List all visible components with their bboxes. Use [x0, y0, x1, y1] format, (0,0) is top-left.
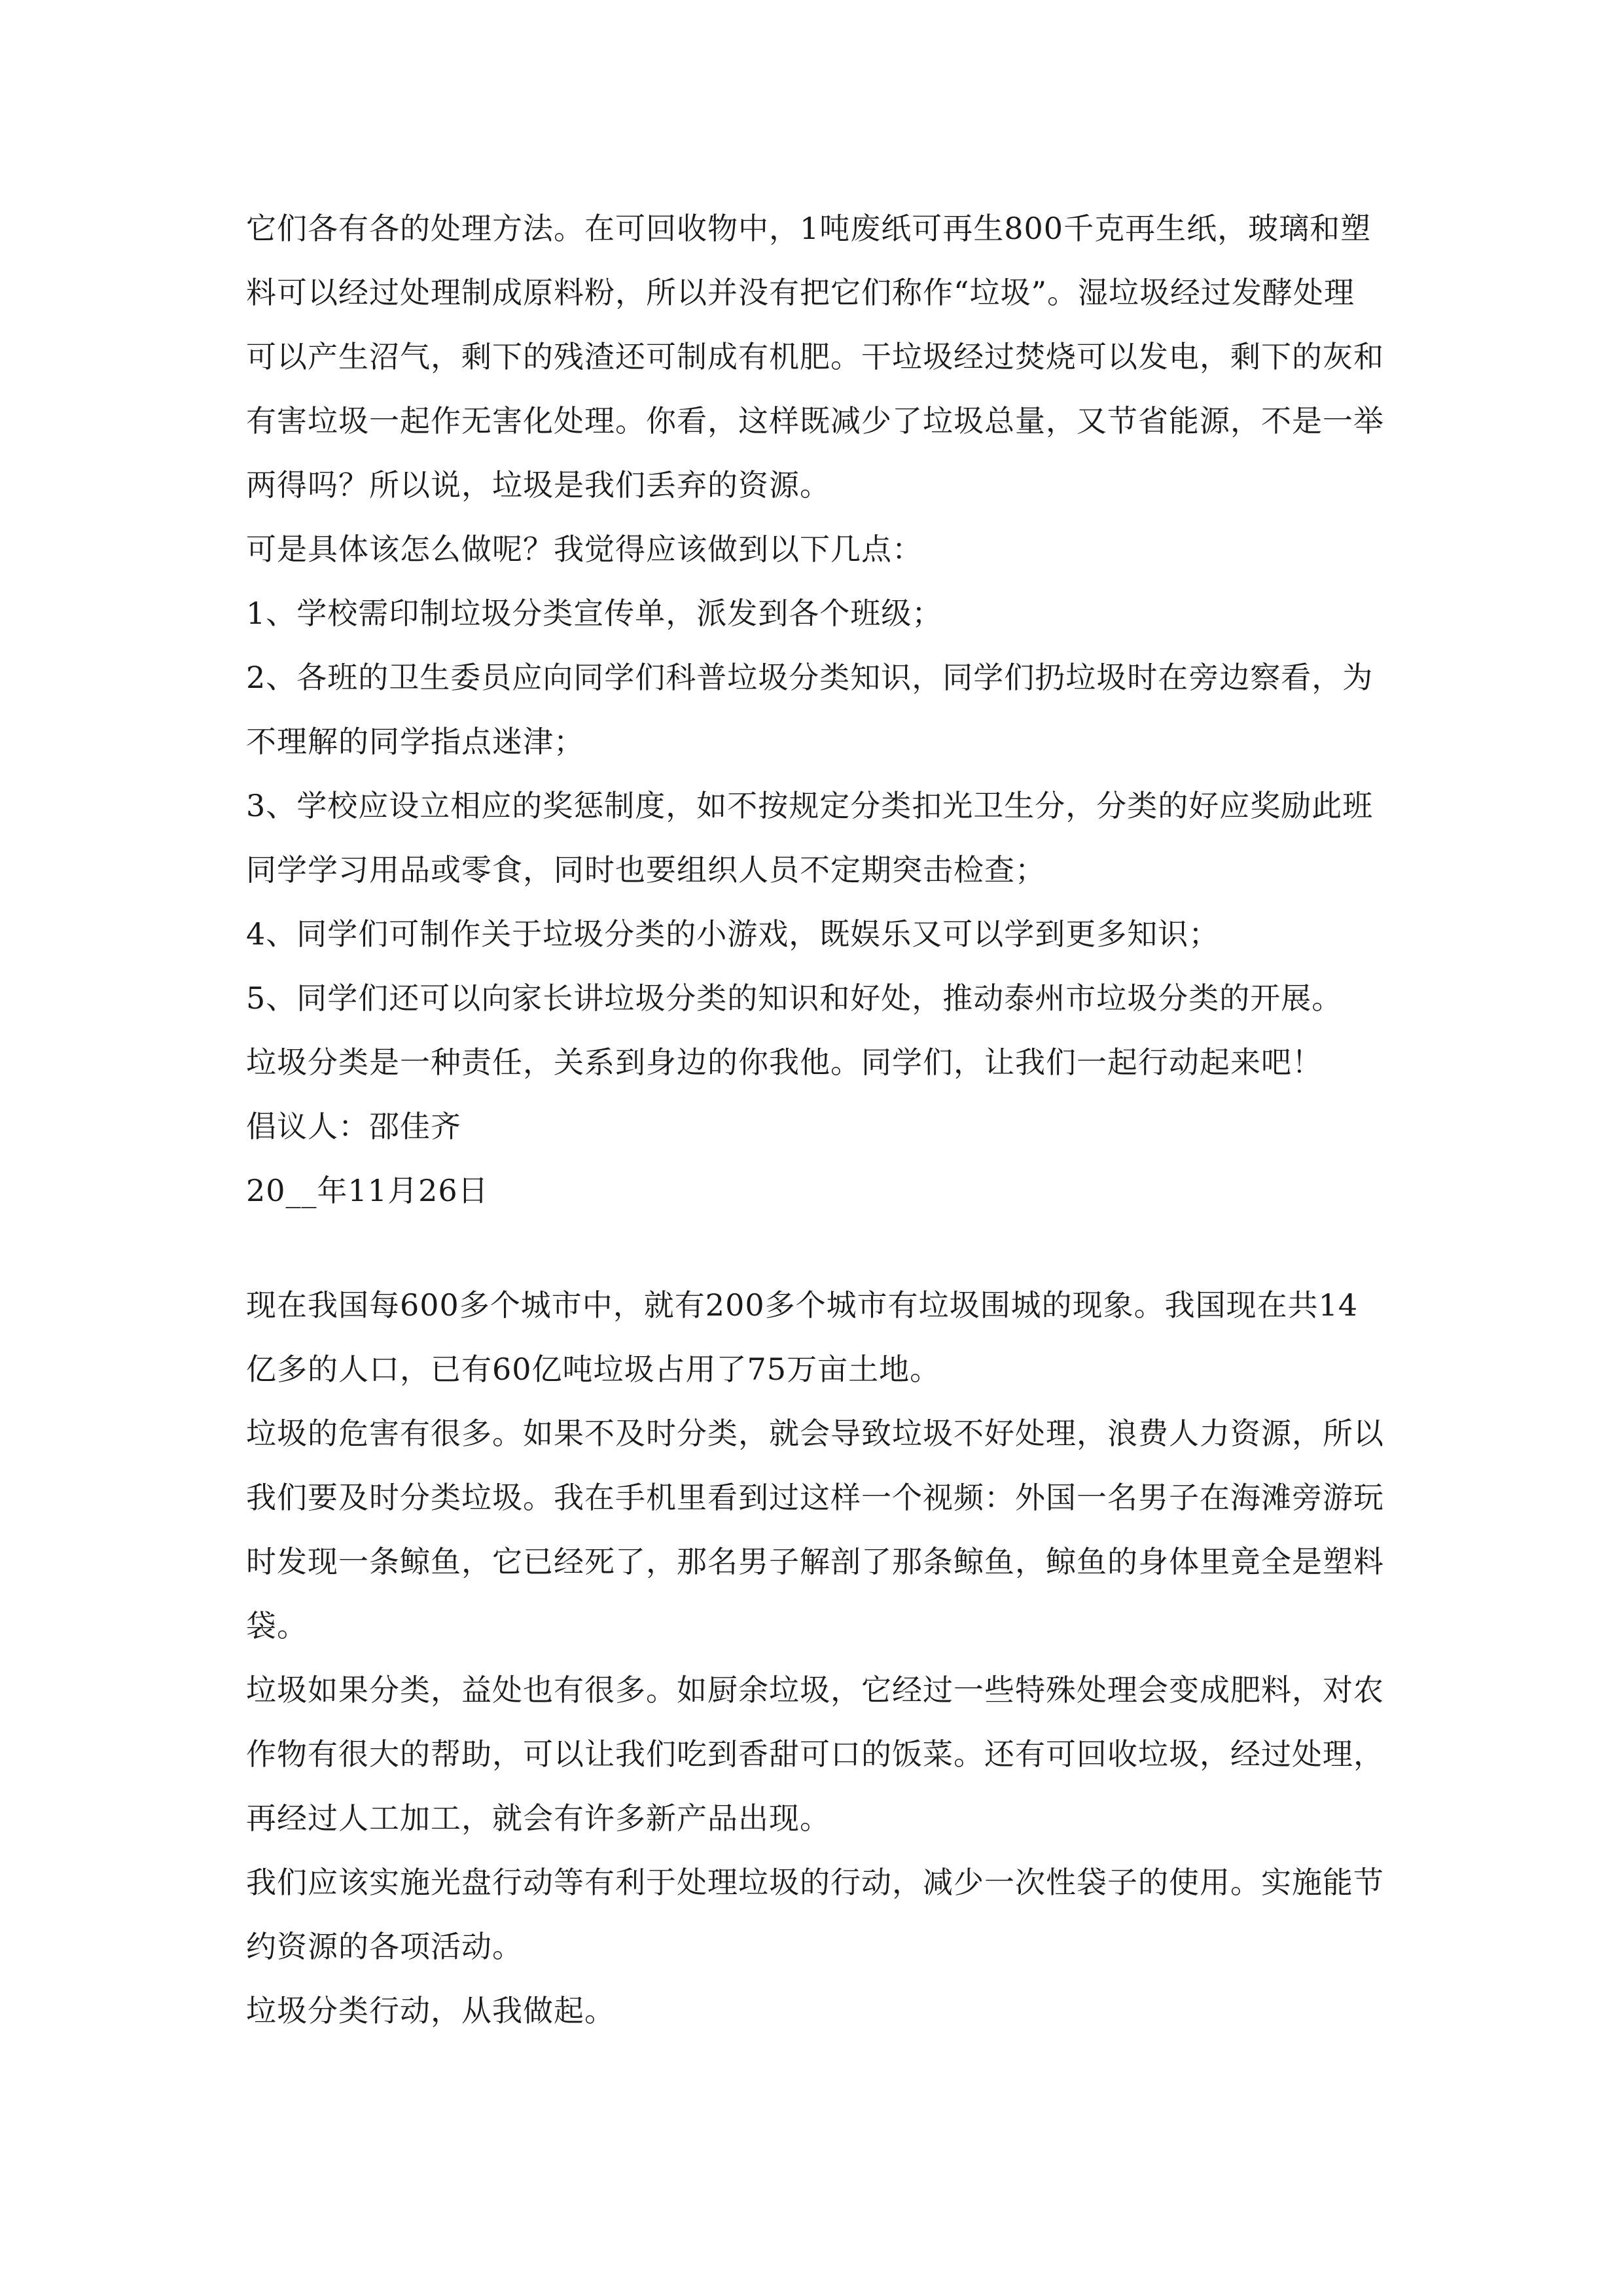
list-item-3: 3、学校应设立相应的奖惩制度，如不按规定分类扣光卫生分，分类的好应奖励此班同学学习用品或零食，同时也要组织人员不定期突击检查；	[246, 788, 1374, 888]
list-item-2: 2、各班的卫生委员应向同学们科普垃圾分类知识，同学们扔垃圾时在旁边察看，为不理解的同学指点迷津；	[246, 660, 1374, 759]
paragraph-question: 可是具体该怎么做呢？我觉得应该做到以下几点：	[246, 531, 923, 567]
paragraph-statistics: 现在我国每600多个城市中，就有200多个城市有垃圾围城的现象。我国现在共14亿多的人口，已有60亿吨垃圾占用了75万亩土地。	[246, 1287, 1359, 1387]
signature-line: 倡议人：邵佳齐	[246, 1109, 461, 1144]
list-item-5: 5、同学们还可以向家长讲垃圾分类的知识和好处，推动泰州市垃圾分类的开展。	[246, 980, 1343, 1016]
paragraph-benefits: 垃圾如果分类，益处也有很多。如厨余垃圾，它经过一些特殊处理会变成肥料，对农作物有很大的帮助，可以让我们吃到香甜可口的饭菜。还有可回收垃圾，经过处理，再经过人工加工，就会有许多新产品出现。	[246, 1672, 1384, 1836]
paragraph-waste-processing: 它们各有各的处理方法。在可回收物中，1吨废纸可再生800千克再生纸，玻璃和塑料可以经过处理制成原料粉，所以并没有把它们称作“垃圾”。湿垃圾经过发酵处理可以产生沼气，剩下的残渣还可制成有机肥。干垃圾经过焚烧可以发电，剩下的灰和有害垃圾一起作无害化处理。你看，这样既减少了垃圾总量，又节省能源，不是一举两得吗？所以说，垃圾是我们丢弃的资源。	[246, 211, 1384, 503]
paragraph-closing: 垃圾分类行动，从我做起。	[246, 1993, 615, 2028]
proposal-section	[246, 196, 1385, 1223]
paragraph-call-to-action: 垃圾分类是一种责任，关系到身边的你我他。同学们，让我们一起行动起来吧！	[246, 1045, 1323, 1080]
paragraph-actions: 我们应该实施光盘行动等有利于处理垃圾的行动，减少一次性袋子的使用。实施能节约资源的各项活动。	[246, 1865, 1384, 1964]
list-item-1: 1、学校需印制垃圾分类宣传单，派发到各个班级；	[246, 596, 943, 631]
paragraph-harm: 垃圾的危害有很多。如果不及时分类，就会导致垃圾不好处理，浪费人力资源，所以我们要及时分类垃圾。我在手机里看到过这样一个视频：外国一名男子在海滩旁游玩时发现一条鲸鱼，它已经死了，那名男子解剖了那条鲸鱼，鲸鱼的身体里竟全是塑料袋。	[246, 1416, 1384, 1643]
date-line: 20__年11月26日	[246, 1173, 489, 1208]
essay-section	[246, 1273, 1385, 2043]
list-item-4: 4、同学们可制作关于垃圾分类的小游戏，既娱乐又可以学到更多知识；	[246, 916, 1220, 952]
